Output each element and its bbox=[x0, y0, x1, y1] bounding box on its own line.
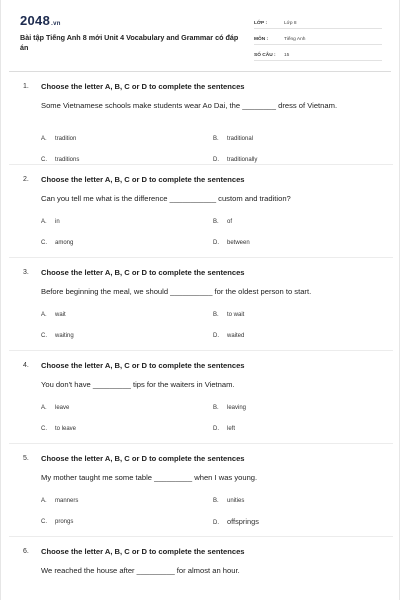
option-a[interactable] bbox=[41, 136, 76, 142]
question-4 bbox=[9, 351, 393, 444]
option-text: unities bbox=[227, 498, 245, 504]
option-letter: A. bbox=[41, 219, 47, 225]
option-letter: C. bbox=[41, 157, 47, 163]
document-header bbox=[1, 0, 399, 72]
option-letter: A. bbox=[41, 312, 47, 318]
question-stem: My mother taught me some table _________ when I was young. bbox=[41, 473, 258, 482]
option-letter: D. bbox=[213, 520, 219, 526]
option-text: wait bbox=[55, 312, 66, 318]
question-prompt: Choose the letter A, B, C or D to complete the sentences bbox=[41, 268, 245, 277]
option-letter: D. bbox=[213, 157, 219, 163]
question-stem: Before beginning the meal, we should __________ for the oldest person to start. bbox=[41, 287, 312, 296]
meta-label-class: LỚP : bbox=[254, 21, 268, 26]
question-prompt: Choose the letter A, B, C or D to complete the sentences bbox=[41, 175, 245, 184]
option-text: traditionally bbox=[227, 157, 258, 163]
meta-info-panel bbox=[254, 14, 382, 62]
option-text: traditional bbox=[227, 136, 254, 142]
question-prompt: Choose the letter A, B, C or D to complete the sentences bbox=[41, 547, 245, 556]
document-title: Bài tập Tiếng Anh 8 mới Unit 4 Vocabulary and Grammar có đáp án bbox=[20, 33, 239, 52]
option-text: leaving bbox=[227, 405, 247, 411]
option-text: left bbox=[227, 426, 236, 432]
question-5 bbox=[9, 444, 393, 537]
logo-main: 2048 bbox=[20, 13, 51, 28]
option-text: offsprings bbox=[227, 517, 259, 526]
option-text: waiting bbox=[55, 333, 74, 339]
option-letter: C. bbox=[41, 240, 47, 246]
option-a[interactable] bbox=[41, 498, 78, 504]
option-c[interactable] bbox=[41, 426, 76, 432]
question-number: 1. bbox=[23, 83, 29, 90]
question-stem: You don't have _________ tips for the waiters in Vietnam. bbox=[41, 380, 235, 389]
option-text: leave bbox=[55, 405, 70, 411]
option-d[interactable] bbox=[213, 157, 257, 163]
option-letter: A. bbox=[41, 405, 47, 411]
option-letter: A. bbox=[41, 136, 47, 142]
meta-row-class bbox=[254, 14, 382, 29]
meta-value-class: Lớp 8 bbox=[284, 21, 297, 26]
option-letter: C. bbox=[41, 519, 47, 525]
question-2 bbox=[9, 165, 393, 258]
meta-label-subject: MÔN : bbox=[254, 37, 269, 42]
option-d[interactable] bbox=[213, 426, 235, 432]
option-letter: D. bbox=[213, 426, 219, 432]
option-text: prongs bbox=[55, 519, 74, 525]
option-d[interactable] bbox=[213, 517, 259, 526]
option-text: of bbox=[227, 219, 233, 225]
option-text: traditions bbox=[55, 157, 80, 163]
meta-value-question-count: 15 bbox=[284, 53, 290, 58]
option-text: between bbox=[227, 240, 250, 246]
option-letter: A. bbox=[41, 498, 47, 504]
option-letter: B. bbox=[213, 498, 219, 504]
question-list bbox=[1, 72, 400, 577]
question-6 bbox=[9, 537, 393, 577]
option-a[interactable] bbox=[41, 405, 69, 411]
logo-tld: .vn bbox=[51, 21, 61, 27]
question-prompt: Choose the letter A, B, C or D to complete the sentences bbox=[41, 82, 245, 91]
question-number: 5. bbox=[23, 455, 29, 462]
question-stem: Can you tell me what is the difference ___________ custom and tradition? bbox=[41, 194, 291, 203]
option-a[interactable] bbox=[41, 312, 66, 318]
question-stem: Some Vietnamese schools make students wear Ao Dai, the ________ dress of Vietnam. bbox=[41, 101, 338, 110]
question-prompt: Choose the letter A, B, C or D to complete the sentences bbox=[41, 454, 245, 463]
option-letter: D. bbox=[213, 240, 219, 246]
question-number: 4. bbox=[23, 362, 29, 369]
option-letter: B. bbox=[213, 136, 219, 142]
option-b[interactable] bbox=[213, 405, 246, 411]
option-text: tradition bbox=[55, 136, 77, 142]
question-stem: We reached the house after _________ for almost an hour. bbox=[41, 566, 240, 575]
option-c[interactable] bbox=[41, 333, 74, 339]
meta-value-subject: Tiếng Anh bbox=[284, 37, 306, 42]
option-a[interactable] bbox=[41, 219, 60, 225]
meta-row-question-count bbox=[254, 46, 382, 61]
option-c[interactable] bbox=[41, 240, 73, 246]
option-letter: D. bbox=[213, 333, 219, 339]
question-number: 3. bbox=[23, 269, 29, 276]
option-c[interactable] bbox=[41, 519, 73, 525]
option-letter: B. bbox=[213, 312, 219, 318]
question-1 bbox=[9, 72, 393, 165]
option-text: manners bbox=[55, 498, 79, 504]
question-number: 6. bbox=[23, 548, 29, 555]
option-text: in bbox=[55, 219, 60, 225]
site-logo[interactable] bbox=[20, 13, 61, 28]
question-3 bbox=[9, 258, 393, 351]
question-prompt: Choose the letter A, B, C or D to complete the sentences bbox=[41, 361, 245, 370]
option-b[interactable] bbox=[213, 219, 232, 225]
option-b[interactable] bbox=[213, 498, 244, 504]
option-c[interactable] bbox=[41, 157, 79, 163]
meta-label-question-count: SỐ CÂU : bbox=[254, 53, 276, 58]
option-letter: C. bbox=[41, 333, 47, 339]
option-d[interactable] bbox=[213, 333, 244, 339]
option-text: among bbox=[55, 240, 74, 246]
option-letter: C. bbox=[41, 426, 47, 432]
option-d[interactable] bbox=[213, 240, 250, 246]
option-text: to leave bbox=[55, 426, 77, 432]
option-text: waited bbox=[227, 333, 245, 339]
option-text: to wait bbox=[227, 312, 245, 318]
option-b[interactable] bbox=[213, 136, 253, 142]
option-letter: B. bbox=[213, 219, 219, 225]
meta-row-subject bbox=[254, 30, 382, 45]
option-letter: B. bbox=[213, 405, 219, 411]
question-number: 2. bbox=[23, 176, 29, 183]
option-b[interactable] bbox=[213, 312, 244, 318]
